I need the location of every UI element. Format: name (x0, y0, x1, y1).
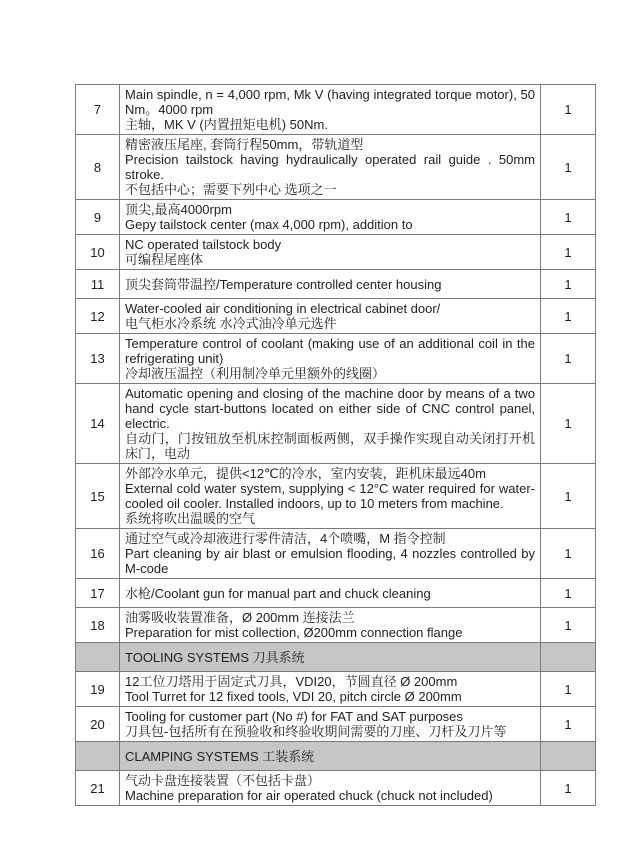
description-paragraph: Tooling for customer part (No #) for FAT and SAT purposes (125, 709, 463, 724)
row-number-cell: 13 (76, 334, 120, 384)
section-label-cell: TOOLING SYSTEMS 刀具系统 (120, 643, 541, 672)
description-cell (120, 384, 541, 464)
description-cell (120, 464, 541, 529)
description-cell (120, 672, 541, 707)
table-row (76, 135, 596, 200)
table-row (76, 85, 596, 135)
row-number-cell: 15 (76, 464, 120, 529)
row-number-cell: 20 (76, 707, 120, 742)
description-cell (120, 608, 541, 643)
description-paragraph: Gepy tailstock center (max 4,000 rpm), addition to (125, 217, 413, 232)
table-row (76, 608, 596, 643)
qty-cell: 1 (541, 270, 596, 299)
table-row (76, 707, 596, 742)
description-paragraph: 通过空气或冷却液进行零件清洁，4个喷嘴，M 指令控制 (125, 531, 446, 546)
spec-table (75, 84, 596, 806)
row-number-cell: 11 (76, 270, 120, 299)
row-number-cell: 14 (76, 384, 120, 464)
description-paragraph: 电气柜水冷系统 水冷式油冷单元选件 (125, 316, 337, 331)
description-paragraph: 冷却液压温控（利用制冷单元里额外的线圈） (125, 366, 386, 381)
description-cell (120, 235, 541, 270)
row-number-cell: 8 (76, 135, 120, 200)
description-cell (120, 85, 541, 135)
description-paragraph: 12工位刀塔用于固定式刀具，VDI20，节圆直径 Ø 200mm (125, 674, 458, 689)
row-number-cell: 19 (76, 672, 120, 707)
description-paragraph: 主轴，MK V (内置扭矩电机) 50Nm. (125, 117, 328, 132)
row-number-cell: 9 (76, 200, 120, 235)
description-paragraph: Temperature control of coolant (making use of an additional coil in the refrigerating unit) (125, 336, 535, 366)
section-label-cell: CLAMPING SYSTEMS 工装系统 (120, 742, 541, 771)
description-cell (120, 334, 541, 384)
description-cell (120, 707, 541, 742)
section-header-row (76, 643, 596, 672)
description-paragraph: Part cleaning by air blast or emulsion flooding, 4 nozzles controlled by M-code (125, 546, 535, 576)
row-number-cell: 21 (76, 771, 120, 806)
table-row (76, 771, 596, 806)
section-header-row (76, 742, 596, 771)
qty-cell: 1 (541, 299, 596, 334)
description-paragraph: NC operated tailstock body (125, 237, 282, 252)
description-paragraph: 自动门，门按钮放至机床控制面板两侧，双手操作实现自动关闭打开机床门，电动 (125, 431, 535, 461)
row-number-cell: 10 (76, 235, 120, 270)
description-cell (120, 771, 541, 806)
table-row (76, 384, 596, 464)
table-row (76, 464, 596, 529)
description-paragraph: External cold water system, supplying < 12°C water required for water-cooled oil cooler. Installed indoors, up to 10 meters from machine. (125, 481, 535, 511)
table-row (76, 235, 596, 270)
table-row (76, 270, 596, 299)
qty-cell: 1 (541, 85, 596, 135)
description-paragraph: Main spindle, n = 4,000 rpm, Mk V (having integrated torque motor), 50 Nm。4000 rpm (125, 87, 535, 117)
description-paragraph: 可编程尾座体 (125, 252, 204, 267)
qty-cell: 1 (541, 608, 596, 643)
description-cell (120, 299, 541, 334)
description-paragraph: Water-cooled air conditioning in electrical cabinet door/ (125, 301, 441, 316)
description-paragraph: 不包括中心；需要下列中心 选项之一 (125, 182, 337, 197)
description-paragraph: Tool Turret for 12 fixed tools, VDI 20, pitch circle Ø 200mm (125, 689, 462, 704)
qty-cell: 1 (541, 135, 596, 200)
spec-table-body (76, 85, 596, 806)
table-row (76, 672, 596, 707)
description-paragraph: 顶尖,最高4000rpm (125, 202, 232, 217)
table-row (76, 200, 596, 235)
description-cell (120, 270, 541, 299)
section-number-cell (76, 643, 120, 672)
description-cell (120, 135, 541, 200)
description-paragraph: 水枪/Coolant gun for manual part and chuck cleaning (125, 585, 431, 601)
table-row (76, 299, 596, 334)
description-cell (120, 200, 541, 235)
qty-cell: 1 (541, 707, 596, 742)
description-paragraph: 精密液压尾座, 套筒行程50mm，带轨道型 (125, 137, 364, 152)
qty-cell: 1 (541, 200, 596, 235)
row-number-cell: 17 (76, 579, 120, 608)
section-number-cell (76, 742, 120, 771)
description-paragraph: 系统将吹出温暖的空气 (125, 511, 256, 526)
qty-cell: 1 (541, 672, 596, 707)
qty-cell: 1 (541, 235, 596, 270)
description-cell (120, 529, 541, 579)
table-row (76, 529, 596, 579)
section-qty-cell (541, 742, 596, 771)
description-paragraph: 油雾吸收装置准备，Ø 200mm 连接法兰 (125, 610, 355, 625)
description-paragraph: Automatic opening and closing of the machine door by means of a two hand cycle start-buttons located on either side of CNC control panel, electric. (125, 386, 535, 431)
qty-cell: 1 (541, 384, 596, 464)
row-number-cell: 18 (76, 608, 120, 643)
description-cell (120, 579, 541, 608)
row-number-cell: 16 (76, 529, 120, 579)
table-row (76, 334, 596, 384)
table-row (76, 579, 596, 608)
row-number-cell: 7 (76, 85, 120, 135)
description-paragraph: 顶尖套筒带温控/Temperature controlled center housing (125, 276, 442, 292)
section-qty-cell (541, 643, 596, 672)
description-paragraph: Precision tailstock having hydraulically operated rail guide . 50mm stroke. (125, 152, 535, 182)
qty-cell: 1 (541, 334, 596, 384)
qty-cell: 1 (541, 771, 596, 806)
description-paragraph: 气动卡盘连接装置（不包括卡盘） (125, 773, 321, 788)
description-paragraph: Machine preparation for air operated chuck (chuck not included) (125, 788, 493, 803)
row-number-cell: 12 (76, 299, 120, 334)
description-paragraph: Preparation for mist collection, Ø200mm connection flange (125, 625, 463, 640)
qty-cell: 1 (541, 529, 596, 579)
qty-cell: 1 (541, 464, 596, 529)
description-paragraph: 刀具包-包括所有在预验收和终验收期间需要的刀座、刀杆及刀片等 (125, 724, 507, 739)
qty-cell: 1 (541, 579, 596, 608)
description-paragraph: 外部冷水单元，提供<12℃的冷水，室内安装，距机床最远40m (125, 466, 486, 481)
